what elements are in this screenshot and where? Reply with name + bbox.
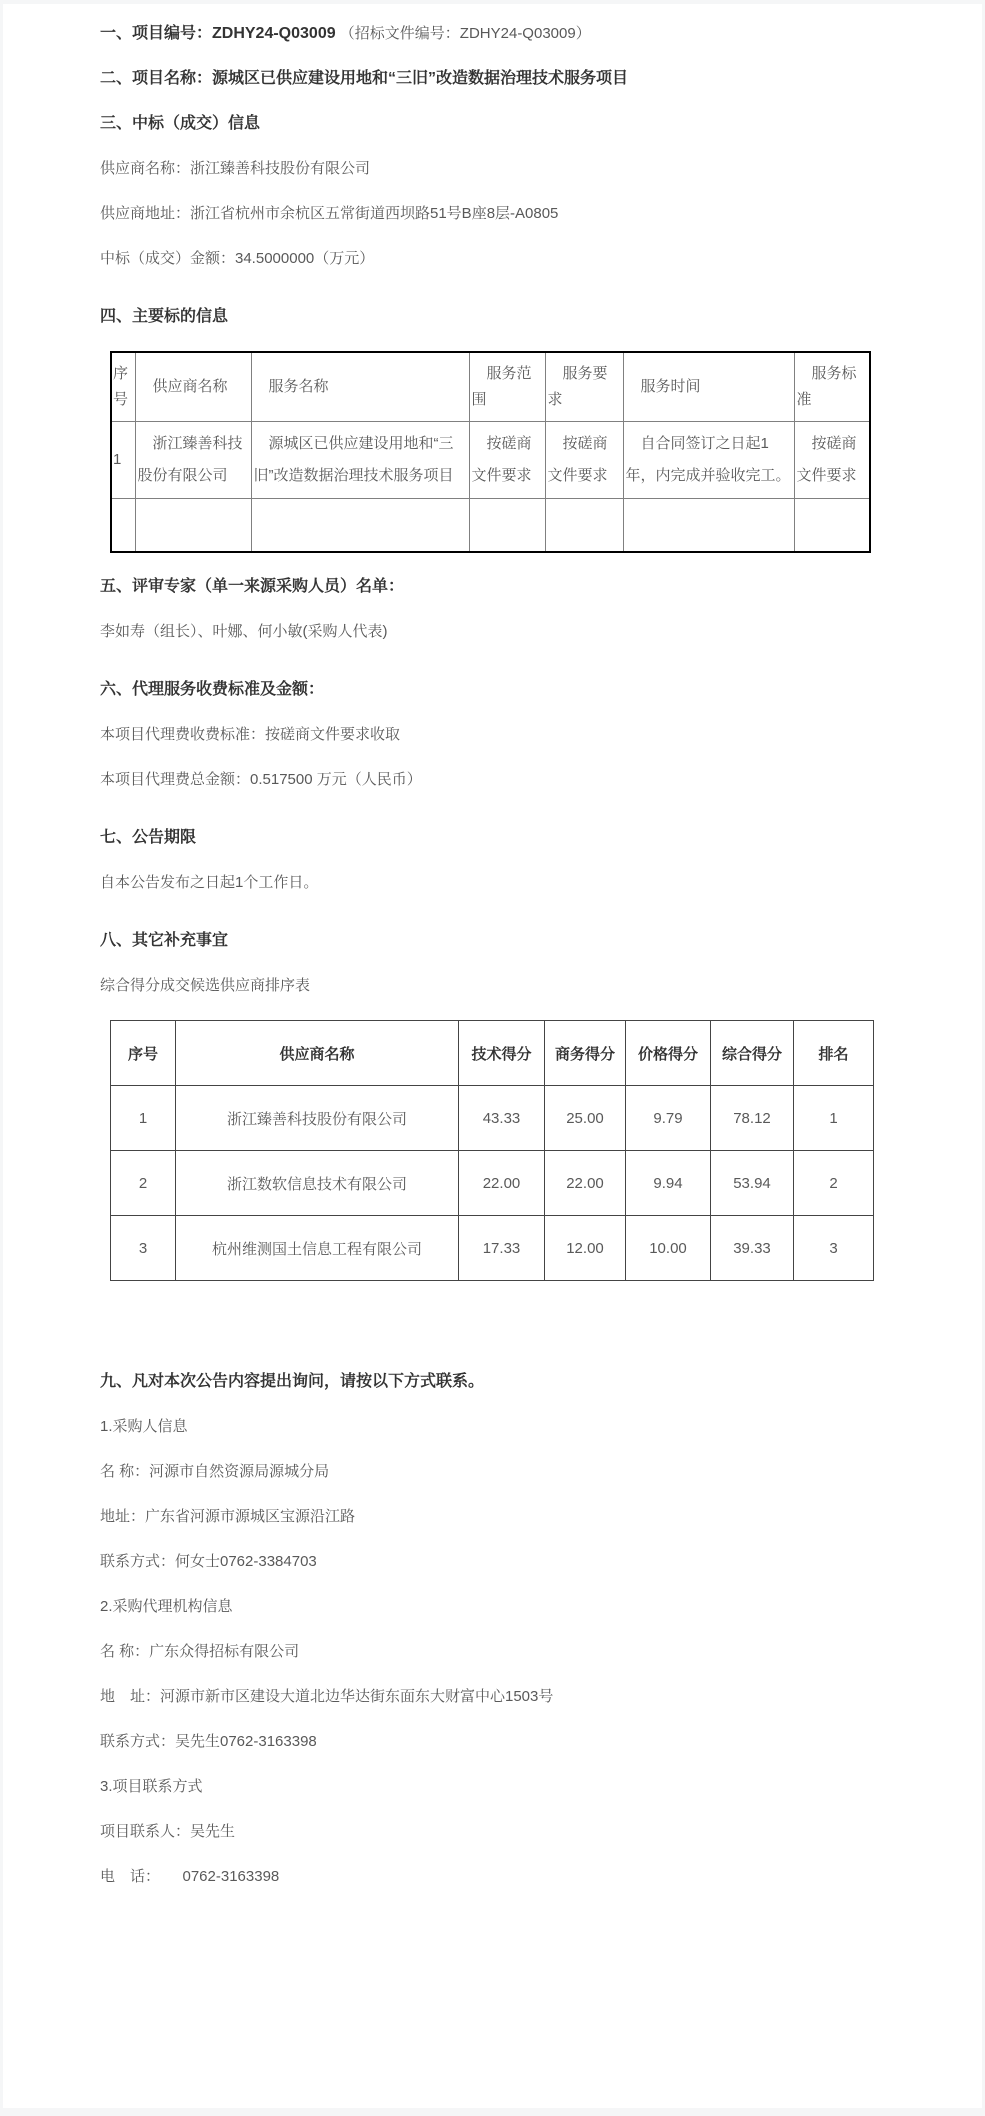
purchaser-name-line: 名 称：河源市自然资源局源城分局 (100, 1463, 330, 1480)
table-header-cell: 服务名称 (251, 352, 469, 422)
score-table-row (111, 1151, 874, 1216)
table-cell (545, 499, 623, 553)
section6-heading-agency-fee: 六、代理服务收费标准及金额： (100, 681, 325, 698)
table-cell: 1 (794, 1086, 874, 1151)
table-cell: 3 (794, 1216, 874, 1281)
table-cell: 9.79 (626, 1086, 711, 1151)
table-cell: 17.33 (459, 1216, 545, 1281)
table-cell (623, 499, 794, 553)
project-contact-heading: 3.项目联系方式 (100, 1778, 203, 1795)
table-header-cell: 序号 (111, 352, 135, 422)
section2-heading-project-name: 二、项目名称：源城区已供应建设用地和“三旧”改造数据治理技术服务项目 (100, 70, 629, 87)
table-header-cell: 排名 (794, 1021, 874, 1086)
bid-table-data-row (111, 422, 870, 499)
table-cell: 10.00 (626, 1216, 711, 1281)
table-header-cell: 商务得分 (545, 1021, 626, 1086)
table-header-cell: 服务时间 (623, 352, 794, 422)
announcement-document (3, 4, 982, 2108)
score-table-row (111, 1216, 874, 1281)
table-header-cell: 序号 (111, 1021, 176, 1086)
table-cell: 2 (111, 1151, 176, 1216)
table-cell: 2 (794, 1151, 874, 1216)
table-cell (794, 499, 870, 553)
table-cell: 按磋商文件要求 (794, 422, 870, 499)
table-cell: 39.33 (711, 1216, 794, 1281)
table-cell: 12.00 (545, 1216, 626, 1281)
ranking-table-caption: 综合得分成交候选供应商排序表 (100, 977, 311, 994)
table-header-cell: 技术得分 (459, 1021, 545, 1086)
agency-name-line: 名 称：广东众得招标有限公司 (100, 1643, 300, 1660)
score-table-row (111, 1086, 874, 1151)
section8-heading-supplementary: 八、其它补充事宜 (100, 932, 229, 949)
table-cell: 杭州维测国土信息工程有限公司 (176, 1216, 459, 1281)
agency-fee-total-line: 本项目代理费总金额：0.517500 万元（人民币） (100, 771, 422, 788)
bid-table (110, 351, 871, 553)
section5-heading-experts: 五、评审专家（单一来源采购人员）名单： (100, 578, 405, 595)
project-contact-person-line: 项目联系人：吴先生 (100, 1823, 236, 1840)
table-cell (135, 499, 251, 553)
agency-address-line: 地 址：河源市新市区建设大道北边华达街东面东大财富中心1503号 (100, 1688, 554, 1705)
table-cell: 22.00 (459, 1151, 545, 1216)
section9-heading-contact: 九、凡对本次公告内容提出询问，请按以下方式联系。 (100, 1373, 485, 1390)
table-header-cell: 服务范围 (469, 352, 545, 422)
page-background (0, 4, 985, 2108)
table-cell (251, 499, 469, 553)
section7-heading-notice-period: 七、公告期限 (100, 829, 197, 846)
table-cell: 1 (111, 1086, 176, 1151)
table-cell: 源城区已供应建设用地和“三旧”改造数据治理技术服务项目 (251, 422, 469, 499)
purchaser-contact-line: 联系方式：何女士0762-3384703 (100, 1553, 317, 1570)
table-header-cell: 服务要求 (545, 352, 623, 422)
section1-heading (100, 23, 924, 45)
score-table (110, 1020, 874, 1281)
table-cell: 25.00 (545, 1086, 626, 1151)
table-cell (469, 499, 545, 553)
table-header-cell: 价格得分 (626, 1021, 711, 1086)
table-cell: 53.94 (711, 1151, 794, 1216)
tender-file-number-note: （招标文件编号：ZDHY24-Q03009） (339, 25, 591, 42)
table-cell: 浙江数软信息技术有限公司 (176, 1151, 459, 1216)
agency-fee-standard-line: 本项目代理费收费标准：按磋商文件要求收取 (100, 726, 401, 743)
project-contact-phone-line: 电 话： 0762-3163398 (100, 1868, 280, 1885)
bid-table-empty-row (111, 499, 870, 553)
notice-period-line: 自本公告发布之日起1个工作日。 (100, 874, 319, 891)
table-cell: 按磋商文件要求 (469, 422, 545, 499)
table-header-cell: 服务标准 (794, 352, 870, 422)
experts-list: 李如寿（组长）、叶娜、何小敏(采购人代表) (100, 623, 388, 640)
table-cell: 自合同签订之日起1年，内完成并验收完工。 (623, 422, 794, 499)
agency-contact-line: 联系方式：吴先生0762-3163398 (100, 1733, 317, 1750)
section3-heading-award-info: 三、中标（成交）信息 (100, 115, 261, 132)
supplier-name-line: 供应商名称：浙江臻善科技股份有限公司 (100, 160, 371, 177)
supplier-address-line: 供应商地址：浙江省杭州市余杭区五常街道西坝路51号B座8层-A0805 (100, 205, 559, 222)
table-header-cell: 供应商名称 (176, 1021, 459, 1086)
table-cell: 3 (111, 1216, 176, 1281)
table-header-cell: 综合得分 (711, 1021, 794, 1086)
table-header-cell: 供应商名称 (135, 352, 251, 422)
table-cell: 22.00 (545, 1151, 626, 1216)
table-cell (111, 499, 135, 553)
table-cell: 浙江臻善科技股份有限公司 (135, 422, 251, 499)
table-cell: 78.12 (711, 1086, 794, 1151)
award-amount-line: 中标（成交）金额：34.5000000（万元） (100, 250, 375, 267)
agency-info-heading: 2.采购代理机构信息 (100, 1598, 233, 1615)
table-cell: 9.94 (626, 1151, 711, 1216)
table-cell: 按磋商文件要求 (545, 422, 623, 499)
purchaser-info-heading: 1.采购人信息 (100, 1418, 188, 1435)
table-cell: 浙江臻善科技股份有限公司 (176, 1086, 459, 1151)
section4-heading-main-bid: 四、主要标的信息 (100, 308, 229, 325)
score-table-header-row (111, 1021, 874, 1086)
project-number: 一、项目编号：ZDHY24-Q03009 (100, 25, 336, 42)
purchaser-address-line: 地址：广东省河源市源城区宝源沿江路 (100, 1508, 356, 1525)
table-cell: 1 (111, 422, 135, 499)
bid-table-header-row (111, 352, 870, 422)
table-cell: 43.33 (459, 1086, 545, 1151)
